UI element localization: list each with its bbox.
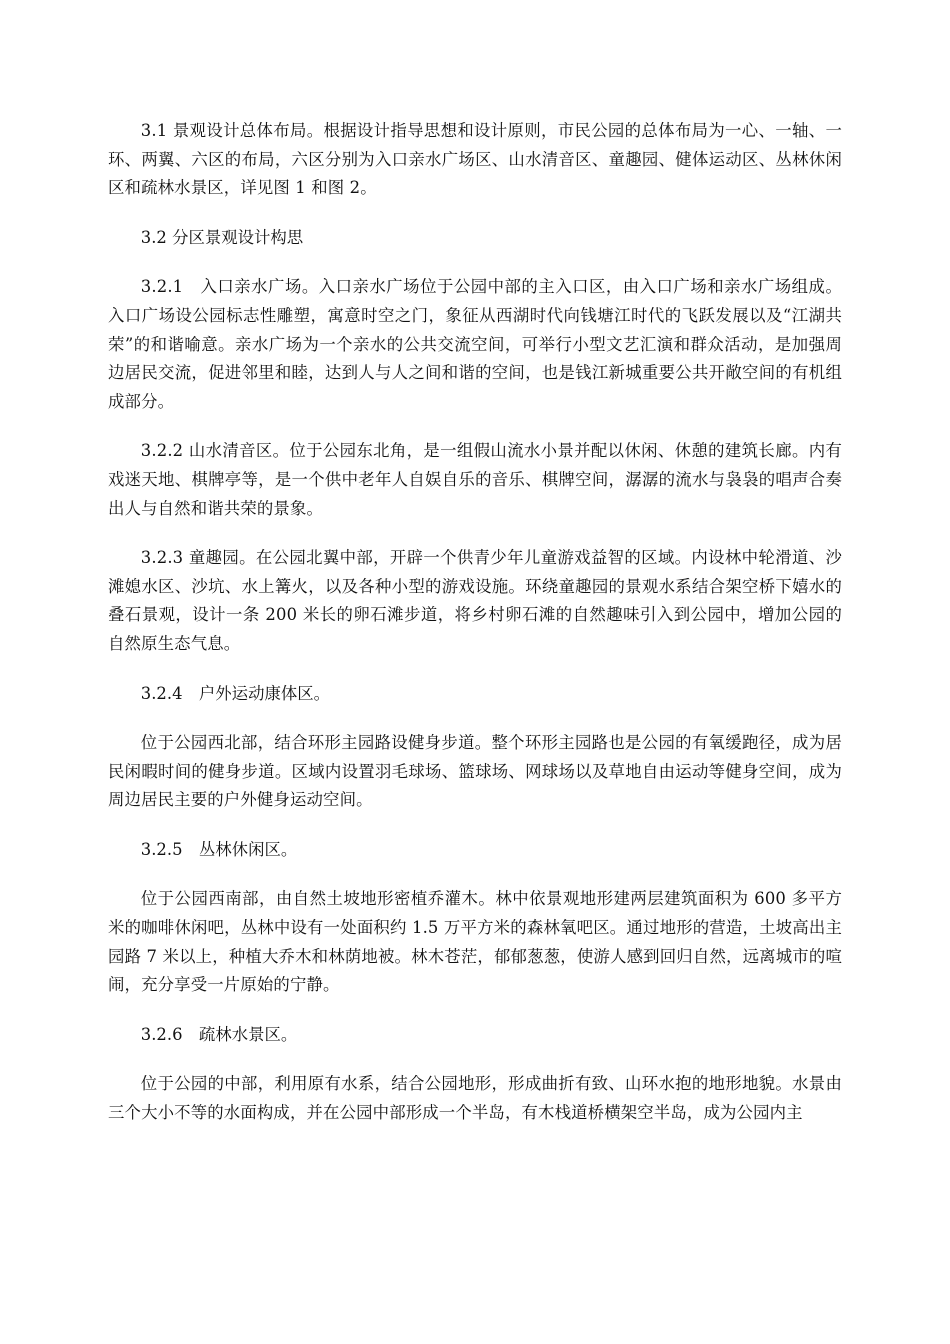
paragraph-forest-leisure: 位于公园西南部，由自然土坡地形密植乔灌木。林中依景观地形建两层建筑面积为 600 多平方米的咖啡休闲吧，丛林中设有一处面积约 1.5 万平方米的森林氧吧区。通过地形的营造，土坡高出主园路 7 米以上，种植大乔木和林荫地被。林木苍茫，郁郁葱葱，使游人感到回归自然，远离城市的喧闹，充分享受一片原始的宁静。 xyxy=(108,889,842,995)
section-heading-sports-area: 3.2.4 户外运动康体区。 xyxy=(140,683,331,703)
document-body xyxy=(108,117,842,1149)
paragraph-entrance-plaza: 3.2.1 入口亲水广场。入口亲水广场位于公园中部的主入口区，由入口广场和亲水广场组成。入口广场设公园标志性雕塑，寓意时空之门，象征从西湖时代向钱塘江时代的飞跃发展以及“江湖共荣”的和谐喻意。亲水广场为一个亲水的公共交流空间，可举行小型文艺汇演和群众活动，是加强周边居民交流，促进邻里和睦，达到人与人之间和谐的空间，也是钱江新城重要公共开敞空间的有机组成部分。 xyxy=(108,277,842,411)
paragraph-children-garden: 3.2.3 童趣园。在公园北翼中部，开辟一个供青少年儿童游戏益智的区域。内设林中轮滑道、沙滩媳水区、沙坑、水上篝火，以及各种小型的游戏设施。环绕童趣园的景观水系结合架空桥下嬉水的叠石景观，设计一条 200 米长的卵石滩步道，将乡村卵石滩的自然趣味引入到公园中，增加公园的自然原生态气息。 xyxy=(108,548,842,653)
paragraph-layout-overview: 3.1 景观设计总体布局。根据设计指导思想和设计原则，市民公园的总体布局为一心、一轴、一环、两翼、六区的布局，六区分别为入口亲水广场区、山水清音区、童趣园、健体运动区、丛林休闲区和疏林水景区，详见图 1 和图 2。 xyxy=(108,121,842,198)
section-heading-water-scenery: 3.2.6 疏林水景区。 xyxy=(140,1024,298,1044)
section-heading-forest-leisure: 3.2.5 丛林休闲区。 xyxy=(140,839,298,859)
paragraph-shanshui-qingyin: 3.2.2 山水清音区。位于公园东北角，是一组假山流水小景并配以休闲、休憩的建筑长廊。内有戏迷天地、棋牌亭等，是一个供中老年人自娱自乐的音乐、棋牌空间，潺潺的流水与袅袅的唱声合奏出人与自然和谐共荣的景象。 xyxy=(108,441,842,518)
paragraph-water-scenery: 位于公园的中部，利用原有水系，结合公园地形，形成曲折有致、山环水抱的地形地貌。水景由三个大小不等的水面构成，并在公园中部形成一个半岛，有木栈道桥横架空半岛，成为公园内主 xyxy=(108,1074,842,1123)
paragraph-sports-area: 位于公园西北部，结合环形主园路设健身步道。整个环形主园路也是公园的有氧缓跑径，成为居民闲暇时间的健身步道。区域内设置羽毛球场、篮球场、网球场以及草地自由运动等健身空间，成为周边居民主要的户外健身运动空间。 xyxy=(108,733,842,810)
section-heading-zone-design: 3.2 分区景观设计构思 xyxy=(140,227,304,247)
